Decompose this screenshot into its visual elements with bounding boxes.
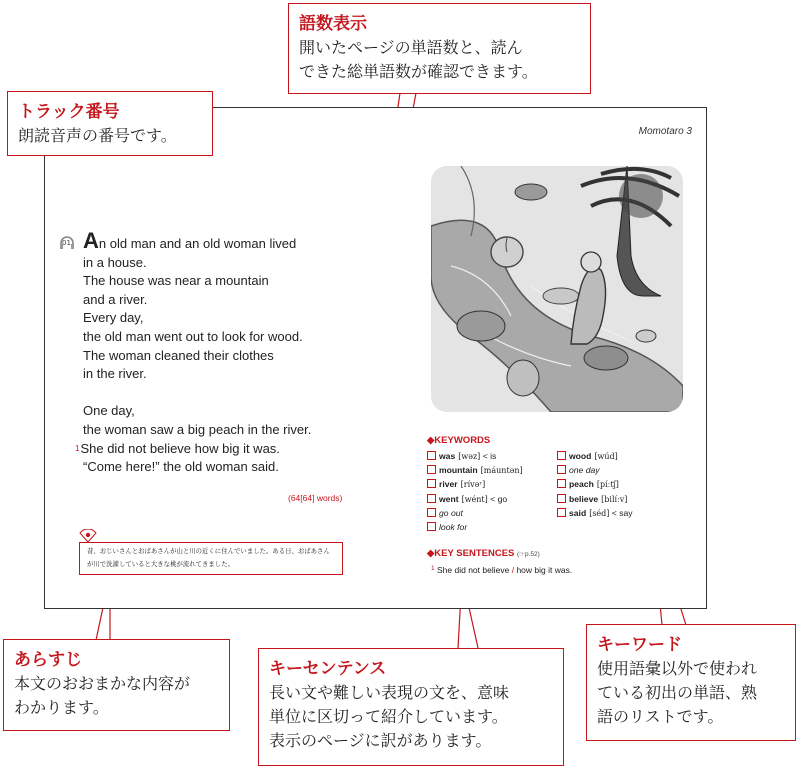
keyword-item: peach [píːtʃ]: [557, 479, 633, 493]
summary-box: 昔、おじいさんとおばあさんが山と川の近くに住んでいました。ある日、おばあさんが川で洗濯していると大きな桃が流れてきました。: [79, 542, 343, 575]
callout-title: トラック番号: [18, 102, 120, 122]
momotaro-illustration: [431, 166, 683, 412]
running-head: Momotaro 3: [638, 126, 692, 137]
story-line: the old man went out to look for wood.: [83, 328, 303, 344]
story-line: the woman saw a big peach in the river.: [83, 421, 312, 437]
fan-icon: [79, 529, 97, 543]
story-line-1: An old man and an old woman lived: [83, 228, 297, 253]
checkbox-icon: [557, 451, 566, 460]
story-blank-line: [83, 384, 311, 403]
drop-cap: A: [83, 228, 99, 253]
callout-title: キーセンテンス: [269, 659, 387, 679]
story-line: and a river.: [83, 291, 148, 307]
callout-title: あらすじ: [14, 650, 82, 670]
story-line: The woman cleaned their clothes: [83, 347, 274, 363]
callout-track-number: [7, 91, 213, 156]
checkbox-icon: [427, 494, 436, 503]
story-line: Every day,: [83, 310, 144, 326]
checkbox-icon: [427, 451, 436, 460]
key-sentences-heading: ◆KEY SENTENCES (☞p.52): [427, 548, 540, 559]
keyword-phrase: look for: [427, 522, 523, 536]
checkbox-icon: [427, 522, 436, 531]
keyword-item: mountain [máuntən]: [427, 465, 523, 479]
callout-keywords: キーワード 使用語彙以外で使われ ている初出の単語、熟 語のリストです。: [586, 624, 796, 741]
callout-key-sentences: キーセンテンス 長い文や難しい表現の文を、意味 単位に区切って紹介しています。 表示のページに訳があります。: [258, 648, 564, 766]
callout-title: キーワード: [597, 635, 682, 655]
checkbox-icon: [557, 479, 566, 488]
callout-title: 語数表示: [299, 14, 367, 34]
keyword-item: river [rívəʳ]: [427, 479, 523, 493]
checkbox-icon: [557, 508, 566, 517]
story-line: in a house.: [83, 254, 147, 270]
keyword-item: believe [bilíːv]: [557, 494, 633, 508]
keywords-heading: ◆KEYWORDS: [427, 435, 491, 446]
keyword-phrase: go out: [427, 508, 523, 522]
keyword-item: said [séd] < say: [557, 508, 633, 522]
illustration-drawing: [431, 166, 683, 412]
track-number: 01: [62, 239, 71, 247]
story-line: in the river.: [83, 366, 147, 382]
checkbox-icon: [427, 465, 436, 474]
checkbox-icon: [557, 465, 566, 474]
story-line: “Come here!” the old woman said.: [83, 459, 279, 475]
keyword-item: was [wəz] < is: [427, 451, 523, 465]
story-line: The house was near a mountain: [83, 273, 269, 289]
callout-summary: あらすじ 本文のおおまかな内容が わかります。: [3, 639, 230, 731]
page-reference: (☞p.52): [517, 551, 540, 558]
word-count: (64[64] words): [288, 493, 343, 503]
checkbox-icon: [427, 479, 436, 488]
checkbox-icon: [557, 494, 566, 503]
checkbox-icon: [427, 508, 436, 517]
sentence-marker: 1: [75, 443, 80, 453]
story-line: One day,: [83, 403, 135, 419]
keyword-item: went [wént] < go: [427, 494, 523, 508]
callout-body: 朗読音声の番号です。: [18, 126, 177, 145]
story-line-key-sentence: $^1$She did not believe how big it was.: [75, 440, 280, 456]
story-text: [75, 228, 312, 477]
keywords-right-column: [557, 451, 633, 522]
keyword-phrase: one day: [557, 465, 633, 479]
book-page: [44, 107, 707, 609]
key-sentence: $^1$ She did not believe / how big it was.: [431, 565, 573, 575]
keywords-left-column: [427, 451, 523, 536]
keyword-item: wood [wúd]: [557, 451, 633, 465]
callout-word-count: 語数表示 開いたページの単語数と、読ん できた総単語数が確認できます。: [288, 3, 591, 94]
